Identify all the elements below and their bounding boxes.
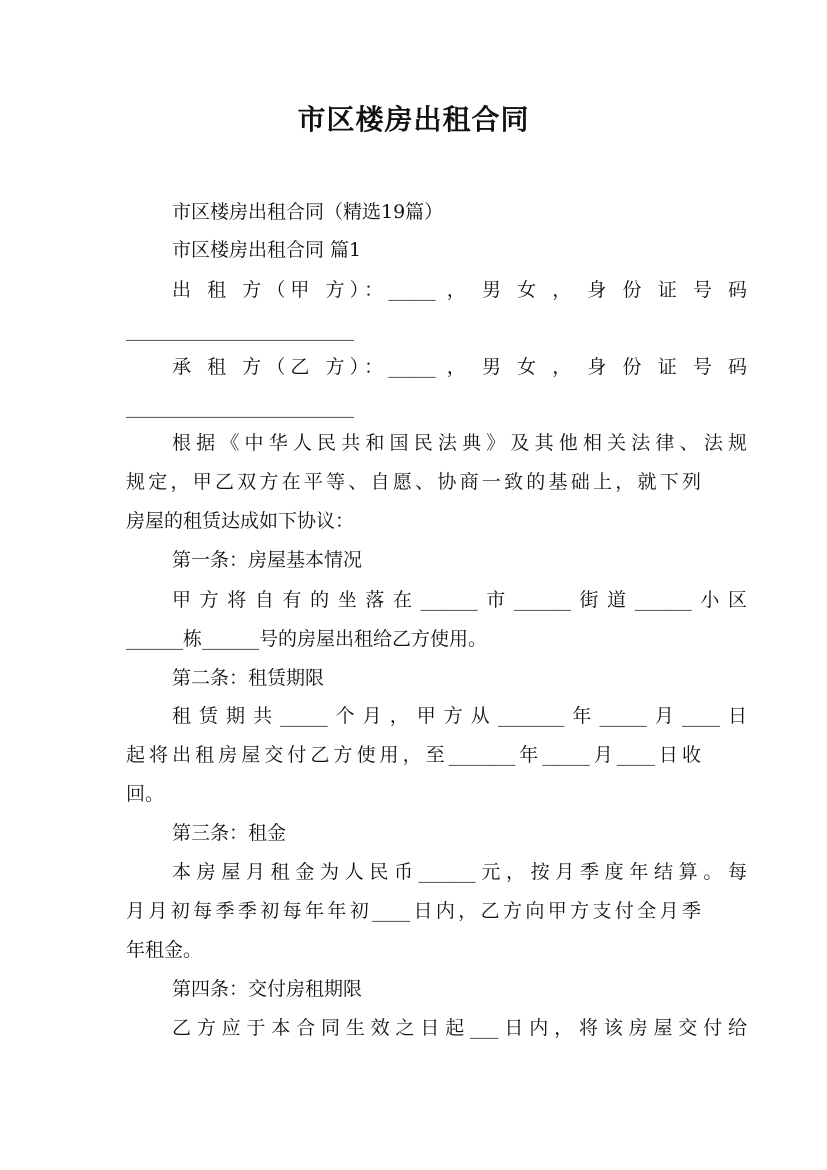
paragraph-line: ______栋______号的房屋出租给乙方使用。: [126, 628, 488, 650]
paragraph-line: 根据《中华人民共和国民法典》及其他相关法律、法规: [172, 432, 747, 454]
paragraph-line: 起将出租房屋交付乙方使用，至_______年_____月____日收: [126, 744, 701, 766]
article-heading: 第四条：交付房租期限: [172, 978, 363, 1000]
paragraph-line: 月月初每季季初每年年初____日内，乙方向甲方支付全月季: [126, 900, 701, 922]
section-heading: 市区楼房出租合同 篇1: [172, 239, 362, 261]
paragraph-line: 房屋的租赁达成如下协议：: [126, 510, 355, 532]
article-heading: 第三条：租金: [172, 822, 287, 844]
document-title: 市区楼房出租合同: [297, 103, 530, 136]
paragraph-line: 乙方应于本合同生效之日起___日内，将该房屋交付给: [172, 1017, 747, 1039]
paragraph-line: 甲方将自有的坐落在______市______街道______小区: [172, 589, 747, 611]
paragraph-line: 本房屋月租金为人民币______元，按月季度年结算。每: [172, 861, 747, 883]
lessor-line: 出 租 方（甲 方）：_____ ， 男 女 ， 身 份 证 号 码: [172, 279, 747, 301]
article-heading: 第一条：房屋基本情况: [172, 549, 363, 571]
paragraph-line: 租赁期共_____个月，甲方从_______年_____月____日: [172, 705, 747, 727]
paragraph-line: 回。: [126, 783, 165, 805]
lessee-id-blank: ________________________: [126, 396, 354, 418]
article-heading: 第二条：租赁期限: [172, 667, 325, 689]
subtitle-line: 市区楼房出租合同（精选19篇）: [172, 201, 444, 223]
lessor-id-blank: ________________________: [126, 319, 354, 341]
paragraph-line: 规定，甲乙双方在平等、自愿、协商一致的基础上，就下列: [126, 471, 701, 493]
lessee-line: 承 租 方（乙 方）：_____ ， 男 女 ， 身 份 证 号 码: [172, 356, 747, 378]
paragraph-line: 年租金。: [126, 939, 203, 961]
